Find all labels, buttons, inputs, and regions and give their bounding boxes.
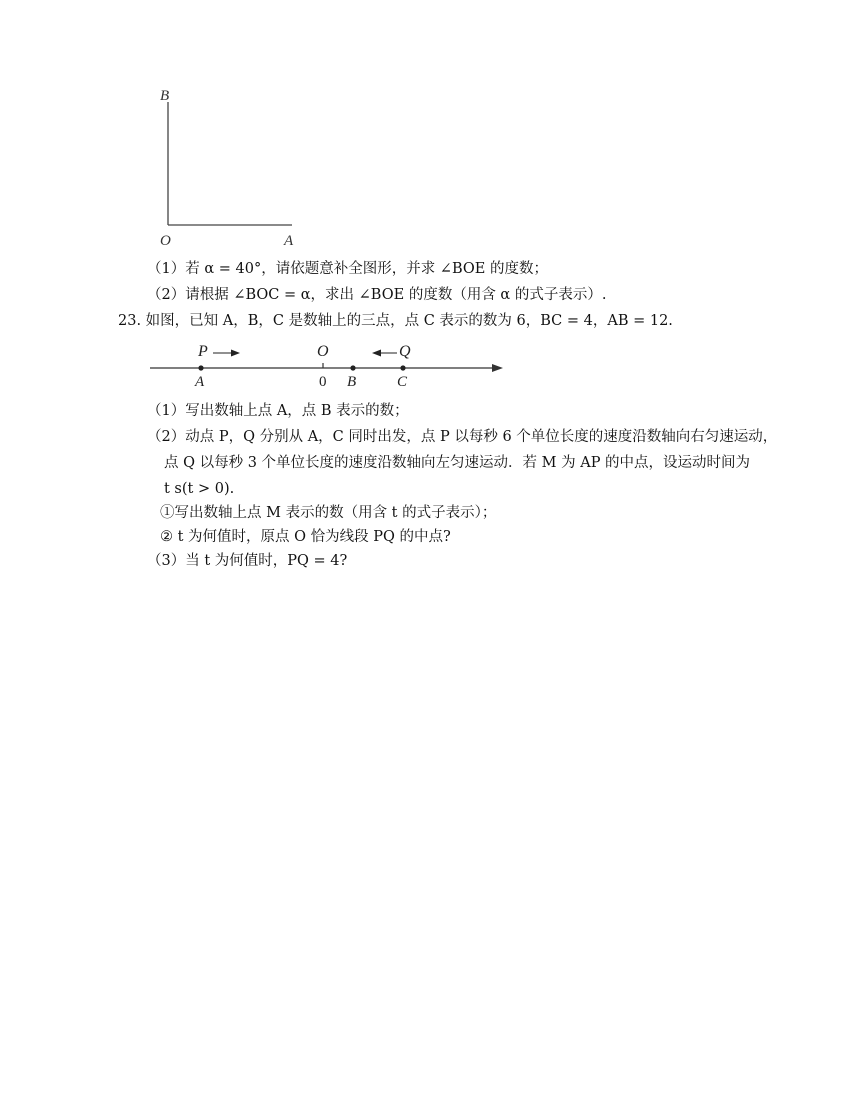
axis-arrow-icon: [492, 364, 503, 372]
angle-figure: [150, 80, 310, 250]
q23-part2-sub1: ①写出数轴上点 M 表示的数（用含 t 的式子表示）；: [160, 505, 497, 521]
p-arrowhead-icon: [231, 350, 240, 357]
q23-part2-line2: 点 Q 以每秒 3 个单位长度的速度沿数轴向左匀速运动．若 M 为 AP 的中点，设运动时间为: [164, 455, 751, 471]
q23-stem: 23. 如图，已知 A，B，C 是数轴上的三点，点 C 表示的数为 6，BC = 4，AB = 12.: [118, 313, 673, 329]
point-a: [198, 365, 203, 370]
label-o: O: [160, 233, 171, 249]
label-zero: 0: [319, 374, 327, 390]
q22-part2: （2）请根据 ∠BOC = α，求出 ∠BOE 的度数（用含 α 的式子表示）.: [147, 287, 607, 303]
label-p: P: [198, 343, 208, 360]
q22-part1: （1）若 α = 40°，请依题意补全图形，并求 ∠BOE 的度数；: [147, 261, 548, 277]
label-a2: A: [195, 374, 205, 390]
point-c: [400, 365, 405, 370]
q23-part1: （1）写出数轴上点 A，点 B 表示的数；: [147, 403, 409, 419]
q23-part3: （3）当 t 为何值时，PQ = 4?: [147, 553, 348, 569]
label-a: A: [284, 233, 294, 249]
label-c2: C: [397, 374, 408, 390]
q23-part2-sub2: ② t 为何值时，原点 O 恰为线段 PQ 的中点?: [160, 529, 451, 545]
label-o-top: O: [317, 343, 329, 360]
q23-part2-line3: t s(t > 0).: [164, 481, 235, 497]
label-q: Q: [399, 343, 411, 360]
q-arrowhead-icon: [372, 350, 381, 357]
label-b2: B: [347, 374, 357, 390]
number-line-figure: [145, 338, 515, 393]
q23-part2-line1: （2）动点 P，Q 分别从 A，C 同时出发，点 P 以每秒 6 个单位长度的速度沿数轴向右匀速运动，: [147, 429, 778, 445]
label-b: B: [160, 88, 170, 104]
point-b: [350, 365, 355, 370]
